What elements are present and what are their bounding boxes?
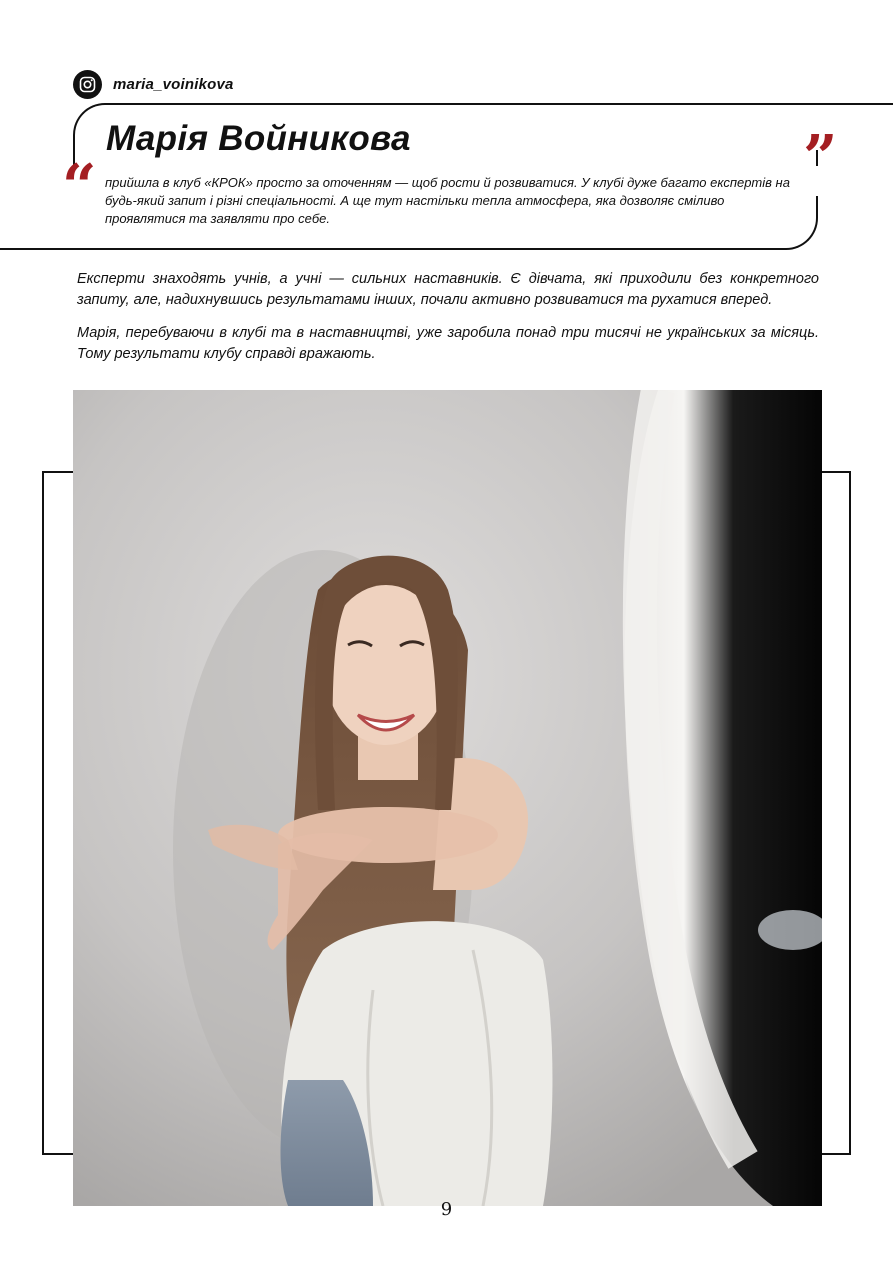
- instagram-handle[interactable]: [73, 69, 234, 99]
- page-number: 9: [440, 1199, 453, 1220]
- body-paragraph-2: Марія, перебуваючи в клубі та в наставництві, уже заробила понад три тисячі не українських за місяць. Тому результати клубу справді вражають.: [77, 325, 819, 362]
- close-quote-mark: ”: [803, 123, 838, 193]
- instagram-icon: [73, 70, 102, 99]
- portrait-photo: [73, 390, 822, 1206]
- instagram-handle-text: maria_voinikova: [113, 75, 234, 93]
- open-quote-mark: “: [62, 152, 97, 222]
- body-paragraph-1: Експерти знаходять учнів, а учні — сильних наставників. Є дівчата, які приходили без конкретного запиту, але, надихнувшись результатами інших, почали активно розвиватися та рухатися вперед.: [77, 271, 819, 308]
- person-name-title: Марія Войникова: [106, 119, 411, 158]
- testimonial-quote: прийшла в клуб «КРОК» просто за оточенням — щоб рости й розвиватися. У клубі дуже багато експертів на будь-який запит і різні спеціальності. А ще тут настільки тепла атмосфера, яка дозволяє сміливо проявлятися та заявляти про себе.: [105, 175, 790, 226]
